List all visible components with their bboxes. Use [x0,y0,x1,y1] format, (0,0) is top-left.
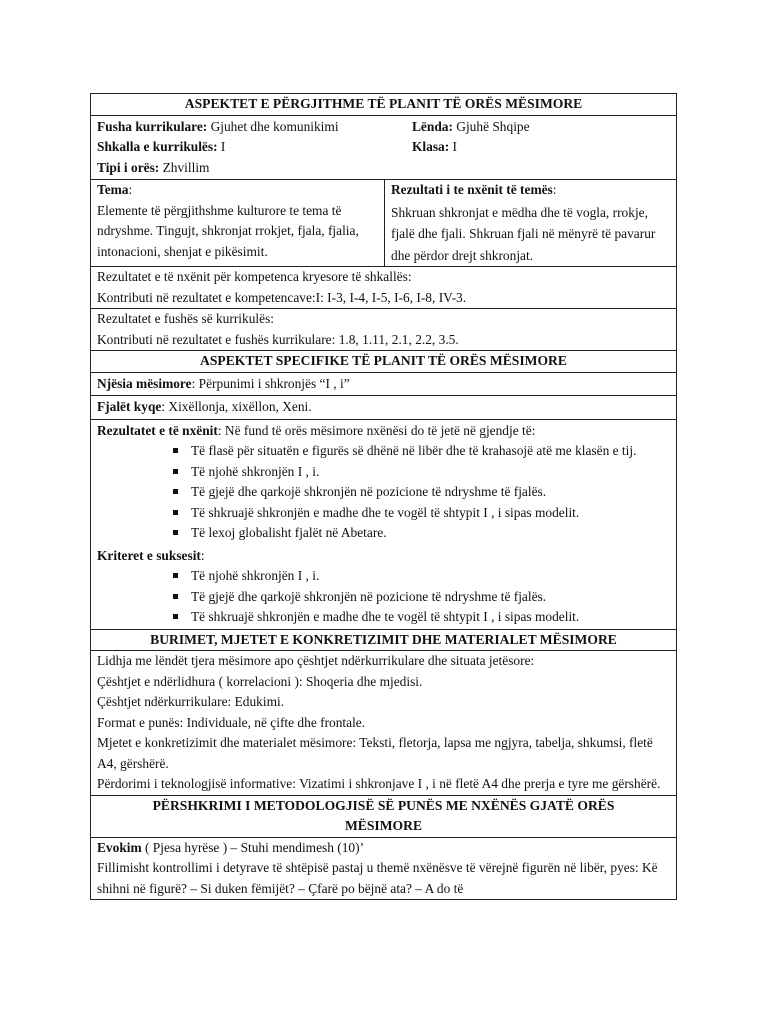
tema-cell [91,180,385,266]
klasa-label: Klasa: [412,139,450,154]
burimet-line: Mjetet e konkretizimit dhe materialet mësimore: Teksti, fletorja, lapsa me ngjyra, tabelja, shkumsi, fletë A4, gërshërë. [97,735,653,771]
burimet-line: Çështjet ndërkurrikulare: Edukimi. [97,694,285,709]
rezultati-temes-colon: : [552,182,557,197]
tema-text: Elemente të përgjithshme kulturore te tema të ndryshme. Tingujt, shkronjat rrokjet, fjala, fjalia, intonacioni, shenjat e pikësimit. [97,202,359,259]
section-specific-title: ASPEKTET SPECIFIKE TË PLANIT TË ORËS MËSIMORE [91,350,676,372]
rezultati-temes-label: Rezultati i te nxënit të temës [391,182,553,197]
tipi-value: Zhvillim [159,159,210,175]
fjalet-row [91,395,676,419]
list-item: Të gjejë dhe qarkojë shkronjën në pozicione të ndryshme të fjalës. [191,587,670,608]
tema-colon: : [128,182,133,197]
general-line-1 [97,117,670,138]
section-burimet-title: BURIMET, MJETET E KONKRETIZIMIT DHE MATERIALET MËSIMORE [91,629,676,651]
list-item: Të shkruajë shkronjën e madhe dhe te vogël të shtypit I , i sipas modelit. [191,503,670,524]
general-line-2 [97,137,670,158]
njesia-label: Njësia mësimore [97,375,192,391]
burimet-line: Çështjet e ndërlidhura ( korrelacioni ): Shoqeria dhe mjedisi. [97,673,423,689]
rezultatet-label: Rezultatet e të nxënit [97,422,218,438]
burimet-line: Lidhja me lëndët tjera mësimore apo çështjet ndërkurrikulare dhe situata jetësore: [97,653,535,668]
rezultatet-intro: : Në fund të orës mësimore nxënësi do të jetë në gjendje të: [217,422,536,438]
fusha-line-1: Rezultatet e fushës së kurrikulës: [97,311,275,326]
njesia-row [91,372,676,396]
lenda-label: Lënda: [412,118,453,134]
tema-label: Tema [97,182,129,197]
fjalet-value: : Xixëllonja, xixëllon, Xeni. [161,399,312,414]
kompetenca-row [91,266,676,308]
burimet-line: Format e punës: Individuale, në çifte dhe frontale. [97,714,366,730]
evokim-row [91,837,676,900]
section-general-title: ASPEKTET E PËRGJITHME TË PLANIT TË ORËS MËSIMORE [184,96,583,111]
fusha-value: Gjuhet dhe komunikimi [207,118,339,134]
rezultati-temes-text: Shkruan shkronjat e mëdha dhe të vogla, rrokje, fjalë dhe fjali. Shkruan fjali në mënyrë të pavarur dhe përdor drejt shkronjat. [391,204,656,263]
lesson-plan-table [90,93,677,900]
burimet-row [91,650,676,795]
njesia-value: : Përpunimi i shkronjës “I , i” [191,375,350,391]
list-item: Të shkruajë shkronjën e madhe dhe te vogël të shtypit I , i sipas modelit. [191,607,670,628]
klasa-value: I [449,139,458,154]
evokim-text: Fillimisht kontrollimi i detyrave të shtëpisë pastaj u themë nxënësve të vërejnë figurën në libër, pyes: Kë shihni në figurë? – Si duken fëmijët? – Çfarë po bëjnë ata? – A do të [97,860,658,896]
list-item: Të gjejë dhe qarkojë shkronjën në pozicione të ndryshme të fjalës. [191,482,670,503]
kriteret-colon: : [200,547,205,563]
kompetenca-line-1: Rezultatet e të nxënit për kompetenca kryesore të shkallës: [97,269,412,284]
kompetenca-line-2: Kontributi në rezultatet e kompetencave:I: I-3, I-4, I-5, I-6, I-8, IV-3. [97,289,467,305]
general-info [91,115,676,180]
burimet-line: Përdorimi i teknologjisë informative: Vizatimi i shkronjave I , i në fletë A4 dhe prerja e tyre me gërshërë. [97,776,661,791]
list-item: Të njohë shkronjën I , i. [191,462,670,483]
list-item: Të njohë shkronjën I , i. [191,566,670,587]
shkalla-label: Shkalla e kurrikulës: [97,139,218,154]
shkalla-value: I [217,139,226,154]
general-line-3 [97,158,670,179]
fusha-row [91,308,676,350]
lenda-value: Gjuhë Shqipe [452,118,530,134]
tipi-label: Tipi i orës: [97,159,160,175]
kriteret-label: Kriteret e suksesit [97,547,201,563]
tema-row [91,179,676,266]
fusha-label: Fusha kurrikulare: [97,118,208,134]
section-metodologjia-title: PËRSHKRIMI I METODOLOGJISË SË PUNËS ME NXËNËS GJATË ORËS MËSIMORE [91,795,676,837]
fusha-line-2: Kontributi në rezultatet e fushës kurrikulare: 1.8, 1.11, 2.1, 2.2, 3.5. [97,331,459,347]
rezultati-temes-cell [385,180,676,266]
rezultatet-list [97,441,670,544]
list-item: Të lexoj globalisht fjalët në Abetare. [191,523,670,544]
rezultatet-row [91,419,676,629]
kriteret-list [97,566,670,628]
evokim-label: Evokim [97,839,142,855]
fjalet-label: Fjalët kyqe [97,399,162,414]
list-item: Të flasë për situatën e figurës së dhënë në libër dhe të krahasojë atë me klasën e tij. [191,441,670,462]
evokim-value: ( Pjesa hyrëse ) – Stuhi mendimesh (10)’ [141,839,365,855]
